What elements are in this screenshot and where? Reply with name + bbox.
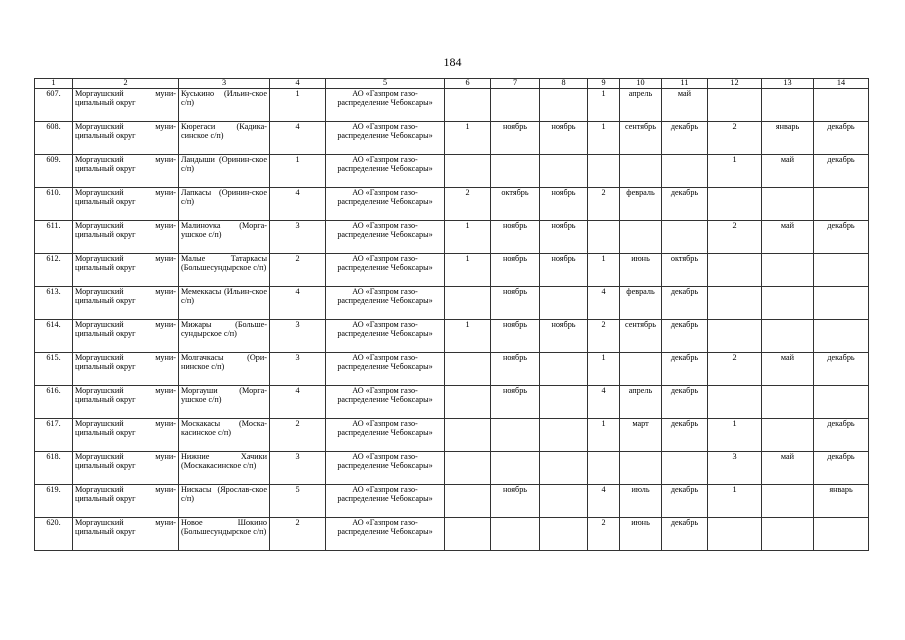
column-header: 7 (491, 79, 540, 89)
district-cell: Моргаушский муни-ципальный округ (73, 452, 179, 485)
district-cell: Моргаушский муни-ципальный округ (73, 320, 179, 353)
count-cell: 4 (270, 122, 326, 155)
row-number: 615. (35, 353, 73, 386)
organization-cell: АО «Газпром газо-распределение Чебоксары» (326, 518, 445, 551)
col14-month-cell: декабрь (814, 419, 869, 452)
settlement-cell: Мижары (Больше-сундырское с/п) (179, 320, 270, 353)
col12-cell (708, 386, 762, 419)
col10-month-cell (620, 353, 662, 386)
col12-cell: 1 (708, 155, 762, 188)
col6-cell: 1 (445, 221, 491, 254)
col14-month-cell (814, 89, 869, 122)
settlement-cell: Молгачкасы (Ори-нинское с/п) (179, 353, 270, 386)
row-number: 619. (35, 485, 73, 518)
col7-month-cell (491, 518, 540, 551)
col7-month-cell (491, 452, 540, 485)
column-header: 8 (540, 79, 588, 89)
header-row (35, 79, 869, 89)
district-cell: Моргаушский муни-ципальный округ (73, 89, 179, 122)
col9-cell: 4 (588, 386, 620, 419)
col6-cell (445, 452, 491, 485)
col8-month-cell (540, 452, 588, 485)
district-cell: Моргаушский муни-ципальный округ (73, 419, 179, 452)
settlement-cell: Малые Татаркасы (Большесундырское с/п) (179, 254, 270, 287)
col7-month-cell: ноябрь (491, 386, 540, 419)
table-row (35, 287, 869, 320)
col12-cell (708, 518, 762, 551)
col11-month-cell: декабрь (662, 386, 708, 419)
table-row (35, 518, 869, 551)
col6-cell (445, 89, 491, 122)
col12-cell (708, 254, 762, 287)
col7-month-cell: октябрь (491, 188, 540, 221)
col7-month-cell: ноябрь (491, 287, 540, 320)
table-row (35, 221, 869, 254)
col7-month-cell: ноябрь (491, 254, 540, 287)
col8-month-cell (540, 419, 588, 452)
col14-month-cell: декабрь (814, 122, 869, 155)
column-header: 5 (326, 79, 445, 89)
col6-cell: 1 (445, 320, 491, 353)
col11-month-cell: декабрь (662, 353, 708, 386)
row-number: 617. (35, 419, 73, 452)
district-cell: Моргаушский муни-ципальный округ (73, 485, 179, 518)
col11-month-cell (662, 221, 708, 254)
col11-month-cell: декабрь (662, 518, 708, 551)
table-body (35, 89, 869, 551)
count-cell: 2 (270, 518, 326, 551)
col12-cell: 2 (708, 122, 762, 155)
district-cell: Моргаушский муни-ципальный округ (73, 155, 179, 188)
col14-month-cell (814, 188, 869, 221)
col7-month-cell (491, 419, 540, 452)
col8-month-cell (540, 485, 588, 518)
count-cell: 5 (270, 485, 326, 518)
column-header: 10 (620, 79, 662, 89)
organization-cell: АО «Газпром газо-распределение Чебоксары» (326, 89, 445, 122)
col13-month-cell (762, 485, 814, 518)
col14-month-cell: декабрь (814, 353, 869, 386)
col8-month-cell (540, 287, 588, 320)
col10-month-cell: сентябрь (620, 320, 662, 353)
col7-month-cell: ноябрь (491, 221, 540, 254)
col10-month-cell: февраль (620, 287, 662, 320)
col11-month-cell: декабрь (662, 122, 708, 155)
col13-month-cell (762, 287, 814, 320)
col10-month-cell: июнь (620, 254, 662, 287)
col12-cell: 1 (708, 485, 762, 518)
col8-month-cell: ноябрь (540, 320, 588, 353)
col10-month-cell: март (620, 419, 662, 452)
col12-cell: 2 (708, 221, 762, 254)
col6-cell: 1 (445, 122, 491, 155)
col7-month-cell (491, 155, 540, 188)
settlement-cell: Моргауши (Морга-ушское с/п) (179, 386, 270, 419)
col9-cell: 4 (588, 485, 620, 518)
organization-cell: АО «Газпром газо-распределение Чебоксары» (326, 452, 445, 485)
col12-cell (708, 188, 762, 221)
col7-month-cell: ноябрь (491, 353, 540, 386)
count-cell: 4 (270, 287, 326, 320)
col10-month-cell (620, 155, 662, 188)
settlement-cell: Малинovка (Морга-ушское с/п) (179, 221, 270, 254)
col10-month-cell: апрель (620, 89, 662, 122)
organization-cell: АО «Газпром газо-распределение Чебоксары» (326, 122, 445, 155)
col6-cell (445, 518, 491, 551)
page-number: 184 (443, 55, 462, 69)
col9-cell: 1 (588, 89, 620, 122)
table-row (35, 155, 869, 188)
table-row (35, 89, 869, 122)
col13-month-cell (762, 89, 814, 122)
settlement-cell: Новое Шокино (Большесундырское с/п) (179, 518, 270, 551)
organization-cell: АО «Газпром газо-распределение Чебоксары» (326, 155, 445, 188)
col10-month-cell: сентябрь (620, 122, 662, 155)
col9-cell: 2 (588, 320, 620, 353)
district-cell: Моргаушский муни-ципальный округ (73, 518, 179, 551)
col9-cell: 1 (588, 353, 620, 386)
col6-cell (445, 287, 491, 320)
col11-month-cell (662, 452, 708, 485)
col13-month-cell: май (762, 353, 814, 386)
col12-cell (708, 287, 762, 320)
row-number: 610. (35, 188, 73, 221)
organization-cell: АО «Газпром газо-распределение Чебоксары» (326, 386, 445, 419)
count-cell: 4 (270, 386, 326, 419)
organization-cell: АО «Газпром газо-распределение Чебоксары» (326, 353, 445, 386)
column-header: 4 (270, 79, 326, 89)
col6-cell (445, 485, 491, 518)
col10-month-cell: июнь (620, 518, 662, 551)
col11-month-cell: декабрь (662, 287, 708, 320)
col8-month-cell (540, 353, 588, 386)
count-cell: 2 (270, 254, 326, 287)
col7-month-cell: ноябрь (491, 122, 540, 155)
row-number: 618. (35, 452, 73, 485)
table-row (35, 188, 869, 221)
count-cell: 3 (270, 452, 326, 485)
col14-month-cell: январь (814, 485, 869, 518)
count-cell: 3 (270, 353, 326, 386)
column-header: 1 (35, 79, 73, 89)
col9-cell (588, 155, 620, 188)
col8-month-cell: ноябрь (540, 221, 588, 254)
col11-month-cell (662, 155, 708, 188)
settlement-cell: Лапкасы (Оринин-ское с/п) (179, 188, 270, 221)
organization-cell: АО «Газпром газо-распределение Чебоксары» (326, 188, 445, 221)
col9-cell: 1 (588, 419, 620, 452)
col6-cell (445, 386, 491, 419)
col14-month-cell: декабрь (814, 452, 869, 485)
district-cell: Моргаушский муни-ципальный округ (73, 386, 179, 419)
col8-month-cell: ноябрь (540, 122, 588, 155)
table-row (35, 452, 869, 485)
district-cell: Моргаушский муни-ципальный округ (73, 287, 179, 320)
col7-month-cell: ноябрь (491, 485, 540, 518)
organization-cell: АО «Газпром газо-распределение Чебоксары» (326, 419, 445, 452)
count-cell: 1 (270, 89, 326, 122)
settlement-cell: Ландыши (Оринин-ское с/п) (179, 155, 270, 188)
col10-month-cell: июль (620, 485, 662, 518)
organization-cell: АО «Газпром газо-распределение Чебоксары» (326, 485, 445, 518)
col14-month-cell (814, 518, 869, 551)
district-cell: Моргаушский муни-ципальный округ (73, 122, 179, 155)
column-header: 11 (662, 79, 708, 89)
col11-month-cell: октябрь (662, 254, 708, 287)
col8-month-cell: ноябрь (540, 188, 588, 221)
column-header: 3 (179, 79, 270, 89)
col6-cell (445, 419, 491, 452)
row-number: 620. (35, 518, 73, 551)
district-cell: Моргаушский муни-ципальный округ (73, 254, 179, 287)
row-number: 609. (35, 155, 73, 188)
count-cell: 3 (270, 221, 326, 254)
col13-month-cell: май (762, 452, 814, 485)
organization-cell: АО «Газпром газо-распределение Чебоксары» (326, 320, 445, 353)
column-header: 12 (708, 79, 762, 89)
count-cell: 4 (270, 188, 326, 221)
table-row (35, 419, 869, 452)
table-row (35, 353, 869, 386)
col9-cell: 2 (588, 518, 620, 551)
col14-month-cell: декабрь (814, 221, 869, 254)
count-cell: 1 (270, 155, 326, 188)
col6-cell: 2 (445, 188, 491, 221)
row-number: 611. (35, 221, 73, 254)
col12-cell: 2 (708, 353, 762, 386)
row-number: 613. (35, 287, 73, 320)
col8-month-cell: ноябрь (540, 254, 588, 287)
col13-month-cell (762, 419, 814, 452)
col9-cell: 1 (588, 254, 620, 287)
col13-month-cell (762, 254, 814, 287)
col13-month-cell (762, 518, 814, 551)
col12-cell (708, 89, 762, 122)
table-header (35, 79, 869, 89)
col7-month-cell: ноябрь (491, 320, 540, 353)
col9-cell (588, 221, 620, 254)
col10-month-cell: апрель (620, 386, 662, 419)
col8-month-cell (540, 386, 588, 419)
col9-cell: 2 (588, 188, 620, 221)
col8-month-cell (540, 89, 588, 122)
col8-month-cell (540, 518, 588, 551)
col13-month-cell (762, 320, 814, 353)
col13-month-cell: май (762, 155, 814, 188)
col9-cell: 1 (588, 122, 620, 155)
col14-month-cell: декабрь (814, 155, 869, 188)
col10-month-cell (620, 452, 662, 485)
col14-month-cell (814, 254, 869, 287)
schedule-table (34, 78, 869, 551)
col6-cell: 1 (445, 254, 491, 287)
col13-month-cell (762, 386, 814, 419)
settlement-cell: Кюрегаси (Кадика-синское с/п) (179, 122, 270, 155)
table-row (35, 320, 869, 353)
settlement-cell: Нискасы (Ярослав-ское с/п) (179, 485, 270, 518)
row-number: 607. (35, 89, 73, 122)
col9-cell (588, 452, 620, 485)
col11-month-cell: декабрь (662, 485, 708, 518)
organization-cell: АО «Газпром газо-распределение Чебоксары» (326, 287, 445, 320)
col14-month-cell (814, 287, 869, 320)
col6-cell (445, 353, 491, 386)
district-cell: Моргаушский муни-ципальный округ (73, 188, 179, 221)
column-header: 2 (73, 79, 179, 89)
col13-month-cell (762, 188, 814, 221)
row-number: 608. (35, 122, 73, 155)
district-cell: Моргаушский муни-ципальный округ (73, 221, 179, 254)
col12-cell (708, 320, 762, 353)
district-cell: Моргаушский муни-ципальный округ (73, 353, 179, 386)
col12-cell: 3 (708, 452, 762, 485)
row-number: 612. (35, 254, 73, 287)
settlement-cell: Нижние Хачики (Москакасинское с/п) (179, 452, 270, 485)
col14-month-cell (814, 386, 869, 419)
table-row (35, 122, 869, 155)
settlement-cell: Мемеккасы (Ильин-ское с/п) (179, 287, 270, 320)
col14-month-cell (814, 320, 869, 353)
col10-month-cell: февраль (620, 188, 662, 221)
col6-cell (445, 155, 491, 188)
col11-month-cell: декабрь (662, 320, 708, 353)
settlement-cell: Москакасы (Моска-касинское с/п) (179, 419, 270, 452)
column-header: 6 (445, 79, 491, 89)
col13-month-cell: январь (762, 122, 814, 155)
col9-cell: 4 (588, 287, 620, 320)
col11-month-cell: декабрь (662, 188, 708, 221)
col10-month-cell (620, 221, 662, 254)
count-cell: 3 (270, 320, 326, 353)
col8-month-cell (540, 155, 588, 188)
column-header: 13 (762, 79, 814, 89)
table-row (35, 386, 869, 419)
count-cell: 2 (270, 419, 326, 452)
column-header: 9 (588, 79, 620, 89)
col13-month-cell: май (762, 221, 814, 254)
col11-month-cell: декабрь (662, 419, 708, 452)
settlement-cell: Куськино (Ильин-ское с/п) (179, 89, 270, 122)
row-number: 616. (35, 386, 73, 419)
row-number: 614. (35, 320, 73, 353)
col7-month-cell (491, 89, 540, 122)
col12-cell: 1 (708, 419, 762, 452)
column-header: 14 (814, 79, 869, 89)
organization-cell: АО «Газпром газо-распределение Чебоксары» (326, 254, 445, 287)
table-row (35, 254, 869, 287)
col11-month-cell: май (662, 89, 708, 122)
table-row (35, 485, 869, 518)
organization-cell: АО «Газпром газо-распределение Чебоксары» (326, 221, 445, 254)
